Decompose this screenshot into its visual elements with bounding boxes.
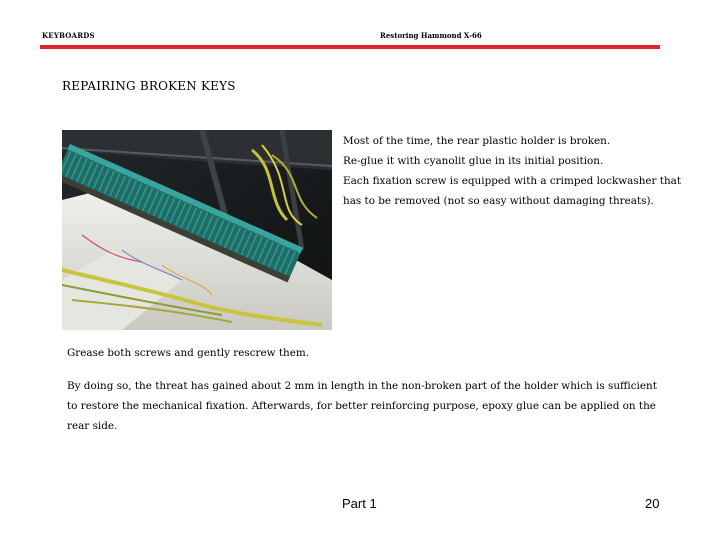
footer-part-label: Part 1 [342,496,377,511]
header-divider [40,45,660,49]
intro-text [343,131,683,211]
page-number: 20 [645,496,660,511]
header-section-label: KEYBOARDS [42,31,95,40]
result-line: By doing so, the threat has gained about 2 mm in length in the non-broken part of the holder which is sufficient [67,380,657,392]
page-title: REPAIRING BROKEN KEYS [62,79,236,93]
result-line: rear side. [67,420,118,432]
result-line: to restore the mechanical fixation. Afterwards, for better reinforcing purpose, epoxy glue can be applied on the [67,400,656,412]
intro-line: Re-glue it with cyanolit glue in its initial position. [343,155,604,167]
header-document-title: Restoring Hammond X-66 [380,31,482,40]
result-paragraph [67,376,667,436]
intro-line: Each fixation screw is equipped with a crimped lockwasher that [343,175,682,187]
keyboard-contacts-photo [62,130,332,330]
intro-line: has to be removed (not so easy without damaging threats). [343,195,654,207]
grease-instruction: Grease both screws and gently rescrew them. [67,347,310,359]
intro-line: Most of the time, the rear plastic holder is broken. [343,135,611,147]
